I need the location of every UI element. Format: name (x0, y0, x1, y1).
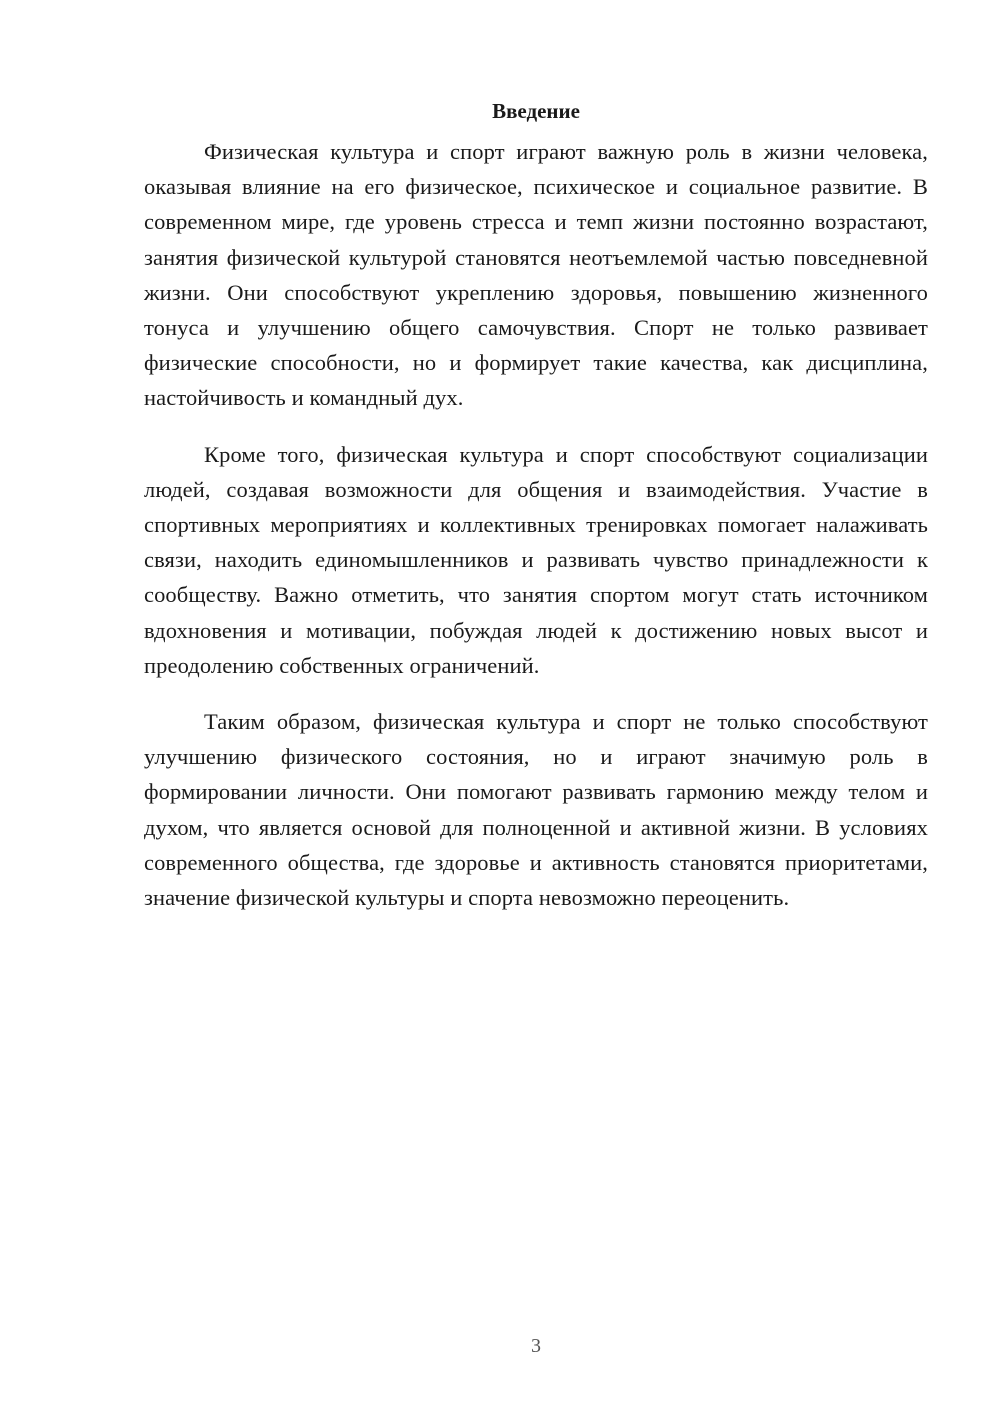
page-number: 3 (531, 1335, 541, 1357)
paragraph-1: Физическая культура и спорт играют важную роль в жизни человека, оказывая влияние на его физическое, психическое и социальное развитие. В современном мире, где уровень стресса и темп жизни постоянно возрастают, занятия физической культурой становятся неотъемлемой частью повседневной жизни. Они способствуют укреплению здоровья, повышению жизненного тонуса и улучшению общего самочувствия. Спорт не только развивает физические способности, но и формирует такие качества, как дисциплина, настойчивость и командный дух. (144, 139, 928, 411)
page-content (144, 96, 928, 936)
section-title: Введение (492, 99, 580, 123)
paragraph-2: Кроме того, физическая культура и спорт способствуют социализации людей, создавая возможности для общения и взаимодействия. Участие в спортивных мероприятиях и коллективных тренировках помогает налаживать связи, находить единомышленников и развивать чувство принадлежности к сообществу. Важно отметить, что занятия спортом могут стать источником вдохновения и мотивации, побуждая людей к достижению новых высот и преодолению собственных ограничений. (144, 441, 928, 678)
paragraph-3: Таким образом, физическая культура и спорт не только способствуют улучшению физического состояния, но и играют значимую роль в формировании личности. Они помогают развивать гармонию между телом и духом, что является основой для полноценной и активной жизни. В условиях современного общества, где здоровье и активность становятся приоритетами, значение физической культуры и спорта невозможно переоценить. (144, 709, 928, 911)
